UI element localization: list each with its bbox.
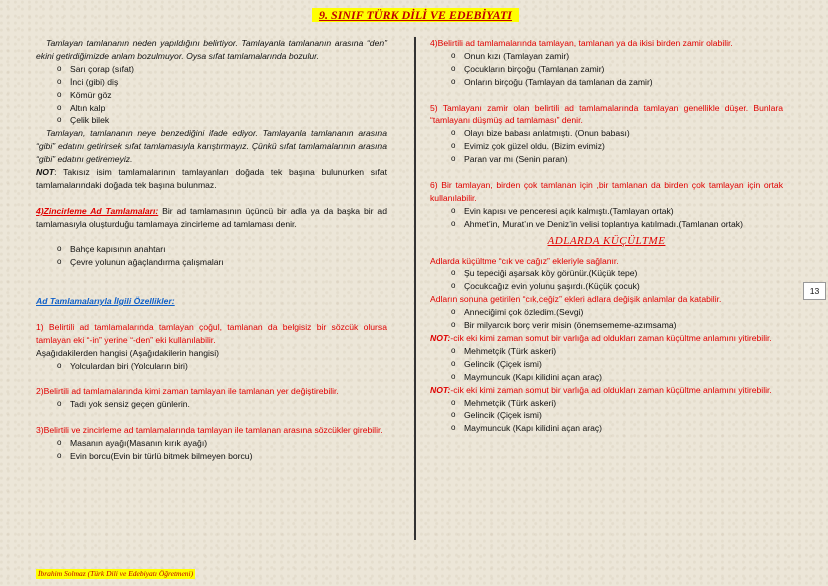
list-item: o Çocukcağız evin yolunu şaşırdı.(Küçük çocuk) — [451, 281, 640, 292]
list-item: o Kömür göz — [57, 89, 112, 100]
list-item: o Yolculardan biri (Yolcuların biri) — [57, 360, 188, 371]
list-item: o Şu tepeciği aşarsak köy görünür.(Küçük tepe) — [451, 268, 638, 279]
feature-6: 6) Bir tamlayan, birden çok tamlanan için ,bir tamlanan da birden çok tamlayan için ortak kullanılabilir. — [430, 179, 783, 203]
feature-2: 2)Belirtili ad tamlamalarında kimi zaman tamlayan ile tamlanan yer değiştirebilir. — [36, 386, 339, 397]
feature-3-list — [36, 437, 387, 463]
bullet-icon: o — [451, 50, 456, 60]
bullet-icon: o — [451, 128, 456, 138]
bullet-icon: o — [57, 89, 62, 99]
bullet-icon: o — [451, 423, 456, 433]
list-item: o Mehmetçik (Türk askeri) — [451, 345, 557, 356]
list-item: o Bahçe kapısının anahtarı — [57, 244, 166, 255]
list-item: o Maymuncuk (Kapı kilidini açan araç) — [451, 371, 603, 382]
bullet-icon: o — [451, 63, 456, 73]
list-item: o Gelincik (Çiçek ismi) — [451, 410, 542, 421]
bullet-icon: o — [451, 307, 456, 317]
example-list-1 — [36, 63, 387, 128]
bullet-icon: o — [57, 257, 62, 267]
example-list-2 — [36, 243, 387, 269]
bullet-icon: o — [451, 358, 456, 368]
comparison-paragraph: Tamlayan, tamlananın neye benzediğini ifade ediyor. Tamlayanla tamlananın arasına “gibi” edatını getirirsek sıfat tamlamasıyla karıştırmayız. Çünkü sıfat tamlamalarının arasına “gibi” edatını getiremeyiz. — [36, 128, 387, 165]
page-title: 9. SINIF TÜRK DİLİ VE EDEBİYATI — [312, 8, 519, 22]
note-2-list — [430, 397, 783, 436]
note-1: NOT:-cik eki kimi zaman somut bir varlığa ad oldukları zaman küçültme anlamını yitirebilir. — [430, 333, 772, 343]
list-item: o İnci (gibi) diş — [57, 76, 119, 87]
list-item: o Onun kızı (Tamlayan zamir) — [451, 50, 570, 61]
list-item: o Evin kapısı ve penceresi açık kalmıştı.(Tamlayan ortak) — [451, 205, 674, 216]
list-item: o Ahmet’in, Murat’ın ve Deniz’in velisi toplantıya katılmadı.(Tamlanan ortak) — [451, 218, 743, 229]
kucultme-list-2 — [430, 306, 783, 332]
bullet-icon: o — [57, 437, 62, 447]
right-column — [430, 37, 783, 435]
list-item: o Çocukların birçoğu (Tamlanan zamir) — [451, 63, 605, 74]
bullet-icon: o — [57, 115, 62, 125]
section-heading: ADLARDA KÜÇÜLTME — [547, 234, 666, 247]
column-divider — [414, 37, 416, 540]
feature-2-list — [36, 398, 387, 411]
intro-paragraph: Tamlayan tamlananın neden yapıldığını belirtiyor. Tamlayanla tamlananın arasına “den” ekini getirdiğimizde anlam bozulmuyor. Oysa sıfat tamlamalarında bozulur. — [36, 38, 387, 61]
feature-5: 5) Tamlayanı zamir olan belirtili ad tamlamalarında tamlayan genellikle düşer. Bunlara “tamlayanı düşmüş ad tamlaması” denir. — [430, 102, 783, 126]
note-1-list — [430, 345, 783, 384]
feature-4-list — [430, 50, 783, 89]
feature-1-example: Aşağıdakilerden hangisi (Aşağıdakilerin hangisi) — [36, 347, 219, 358]
kucultme-meaning: Adların sonuna getirilen “cık,ceğiz” ekleri adlara değişik anlamlar da katabilir. — [430, 294, 722, 305]
list-item: o Gelincik (Çiçek ismi) — [451, 358, 542, 369]
features-heading: Ad Tamlamalarıyla İlgili Özellikler: — [36, 296, 175, 307]
bullet-icon: o — [451, 345, 456, 355]
kucultme-intro: Adlarda küçültme “cık ve cağız” ekleriyle sağlanır. — [430, 255, 619, 266]
kucultme-list-1 — [430, 267, 783, 293]
feature-5-list — [430, 127, 783, 166]
list-item: o Altın kalp — [57, 102, 106, 113]
footer-author: İbrahim Solmaz (Türk Dili ve Edebiyatı Öğretmeni) — [38, 569, 194, 578]
note-2: NOT:-cik eki kimi zaman somut bir varlığa ad oldukları zaman küçültme anlamını yitirebilir. — [430, 384, 772, 395]
list-item: o Olayı bize babası anlatmıştı. (Onun babası) — [451, 128, 630, 139]
feature-4: 4)Belirtili ad tamlamalarında tamlayan, tamlanan ya da ikisi birden zamir olabilir. — [430, 38, 733, 48]
bullet-icon: o — [451, 320, 456, 330]
list-item: o Sarı çorap (sıfat) — [57, 63, 134, 74]
note-paragraph: NOT: Takısız isim tamlamalarının tamlayanları doğada tek başına bulunurken sıfat tamlamalarındaki doğada tek başına bulunmaz. — [36, 167, 387, 190]
list-item: o Bir milyarcık borç verir misin (önemsememe-azımsama) — [451, 320, 677, 331]
bullet-icon: o — [451, 141, 456, 151]
left-column — [36, 37, 387, 463]
bullet-icon: o — [57, 450, 62, 460]
feature-1-list — [36, 360, 387, 373]
bullet-icon: o — [451, 281, 456, 291]
bullet-icon: o — [451, 410, 456, 420]
list-item: o Onların birçoğu (Tamlayan da tamlanan da zamir) — [451, 76, 653, 87]
list-item: o Çevre yolunun ağaçlandırma çalışmaları — [57, 257, 224, 268]
bullet-icon: o — [57, 399, 62, 409]
bullet-icon: o — [57, 76, 62, 86]
feature-6-list — [430, 205, 783, 231]
list-item: o Mehmetçik (Türk askeri) — [451, 397, 557, 408]
list-item: o Anneciğimi çok özledim.(Sevgi) — [451, 307, 584, 318]
bullet-icon: o — [451, 268, 456, 278]
list-item: o Evin borcu(Evin bir türlü bitmek bilmeyen borcu) — [57, 450, 253, 461]
bullet-icon: o — [451, 218, 456, 228]
feature-1: 1) Belirtili ad tamlamalarında tamlayan çoğul, tamlanan da belgisiz bir sözcük olursa tamlayan eki “-in” yerine “-den” eki kullanılabilir. — [36, 321, 387, 345]
list-item: o Çelik bilek — [57, 115, 110, 126]
bullet-icon: o — [57, 244, 62, 254]
bullet-icon: o — [451, 397, 456, 407]
list-item: o Tadı yok sensiz geçen günlerin. — [57, 399, 190, 410]
bullet-icon: o — [57, 102, 62, 112]
bullet-icon: o — [451, 205, 456, 215]
list-item: o Masanın ayağı(Masanın kırık ayağı) — [57, 437, 208, 448]
list-item: o Paran var mı (Senin paran) — [451, 154, 568, 165]
bullet-icon: o — [451, 371, 456, 381]
bullet-icon: o — [57, 360, 62, 370]
bullet-icon: o — [451, 154, 456, 164]
list-item: o Evimiz çok güzel oldu. (Bizim evimiz) — [451, 141, 605, 152]
bullet-icon: o — [451, 76, 456, 86]
feature-3: 3)Belirtili ve zincirleme ad tamlamalarında tamlayan ile tamlanan arasına sözcükler girebilir. — [36, 425, 383, 436]
page-number: 13 — [803, 282, 826, 300]
list-item: o Maymuncuk (Kapı kilidini açan araç) — [451, 423, 603, 434]
zincirleme-paragraph: 4)Zincirleme Ad Tamlamaları: Bir ad tamlamasının üçüncü bir adla ya da başka bir ad tamlamasıyla oluşturduğu tamlamaya zincirleme ad tamlaması denir. — [36, 205, 387, 229]
bullet-icon: o — [57, 63, 62, 73]
